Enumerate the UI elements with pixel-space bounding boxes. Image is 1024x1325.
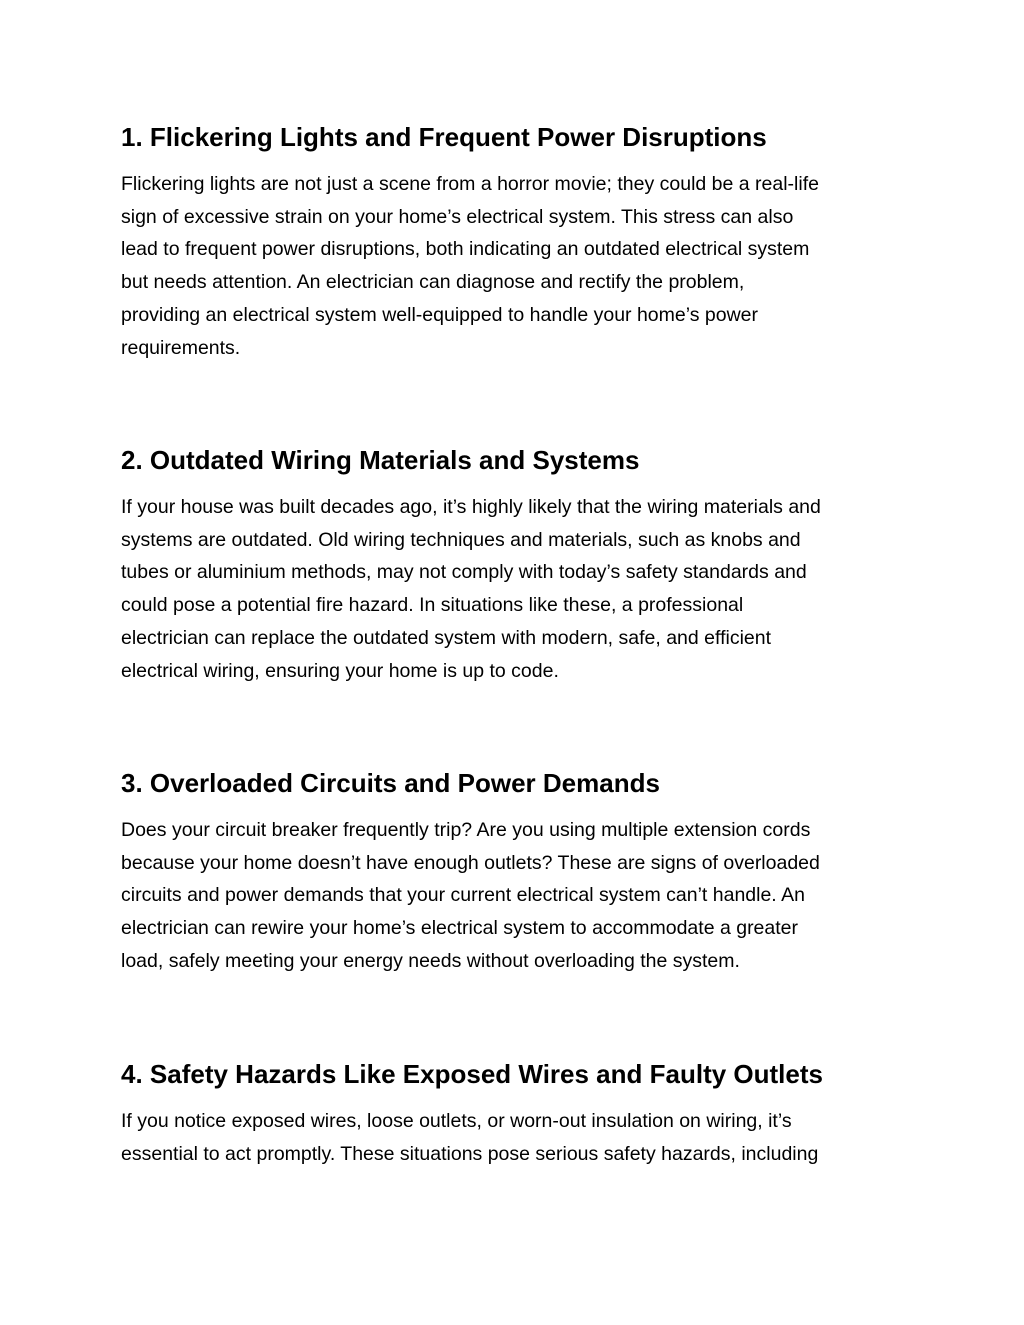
paragraph-line: circuits and power demands that your current electrical system can’t handle. An: [121, 884, 805, 907]
section-safety-hazards: [121, 1058, 921, 1165]
section-overloaded-circuits: [121, 767, 921, 972]
paragraph-line: sign of excessive strain on your home’s electrical system. This stress can also: [121, 205, 794, 228]
paragraph-line: requirements.: [121, 336, 241, 359]
section-heading: 4. Safety Hazards Like Exposed Wires and Faulty Outlets: [121, 1059, 823, 1089]
paragraph-line: systems are outdated. Old wiring techniques and materials, such as knobs and: [121, 528, 801, 551]
section-heading: 1. Flickering Lights and Frequent Power Disruptions: [121, 122, 767, 152]
paragraph-line: could pose a potential fire hazard. In situations like these, a professional: [121, 594, 744, 617]
section-paragraph: [121, 491, 821, 687]
section-heading: 2. Outdated Wiring Materials and Systems: [121, 445, 640, 475]
paragraph-line: electrician can rewire your home’s electrical system to accommodate a greater: [121, 917, 799, 940]
paragraph-line: Does your circuit breaker frequently trip? Are you using multiple extension cords: [121, 819, 811, 841]
paragraph-line: electrician can replace the outdated system with modern, safe, and efficient: [121, 626, 772, 649]
section-flickering-lights: [121, 121, 921, 359]
paragraph-line: load, safely meeting your energy needs without overloading the system.: [121, 949, 740, 972]
paragraph-line: If your house was built decades ago, it’s highly likely that the wiring materials and: [121, 496, 821, 518]
paragraph-line: electrical wiring, ensuring your home is up to code.: [121, 659, 559, 682]
paragraph-line: tubes or aluminium methods, may not comply with today’s safety standards and: [121, 561, 807, 584]
section-paragraph: [121, 168, 819, 364]
section-heading: 3. Overloaded Circuits and Power Demands: [121, 768, 660, 798]
section-outdated-wiring: [121, 444, 921, 682]
paragraph-line: Flickering lights are not just a scene from a horror movie; they could be a real-life: [121, 173, 819, 195]
section-paragraph: [121, 814, 820, 978]
paragraph-line: because your home doesn’t have enough outlets? These are signs of overloaded: [121, 851, 820, 874]
paragraph-line: essential to act promptly. These situations pose serious safety hazards, including: [121, 1142, 819, 1165]
paragraph-line: lead to frequent power disruptions, both indicating an outdated electrical system: [121, 238, 810, 261]
paragraph-line: If you notice exposed wires, loose outlets, or worn-out insulation on wiring, it’s: [121, 1110, 792, 1132]
section-paragraph: [121, 1105, 818, 1170]
paragraph-line: providing an electrical system well-equipped to handle your home’s power: [121, 303, 758, 326]
paragraph-line: but needs attention. An electrician can diagnose and rectify the problem,: [121, 271, 745, 294]
